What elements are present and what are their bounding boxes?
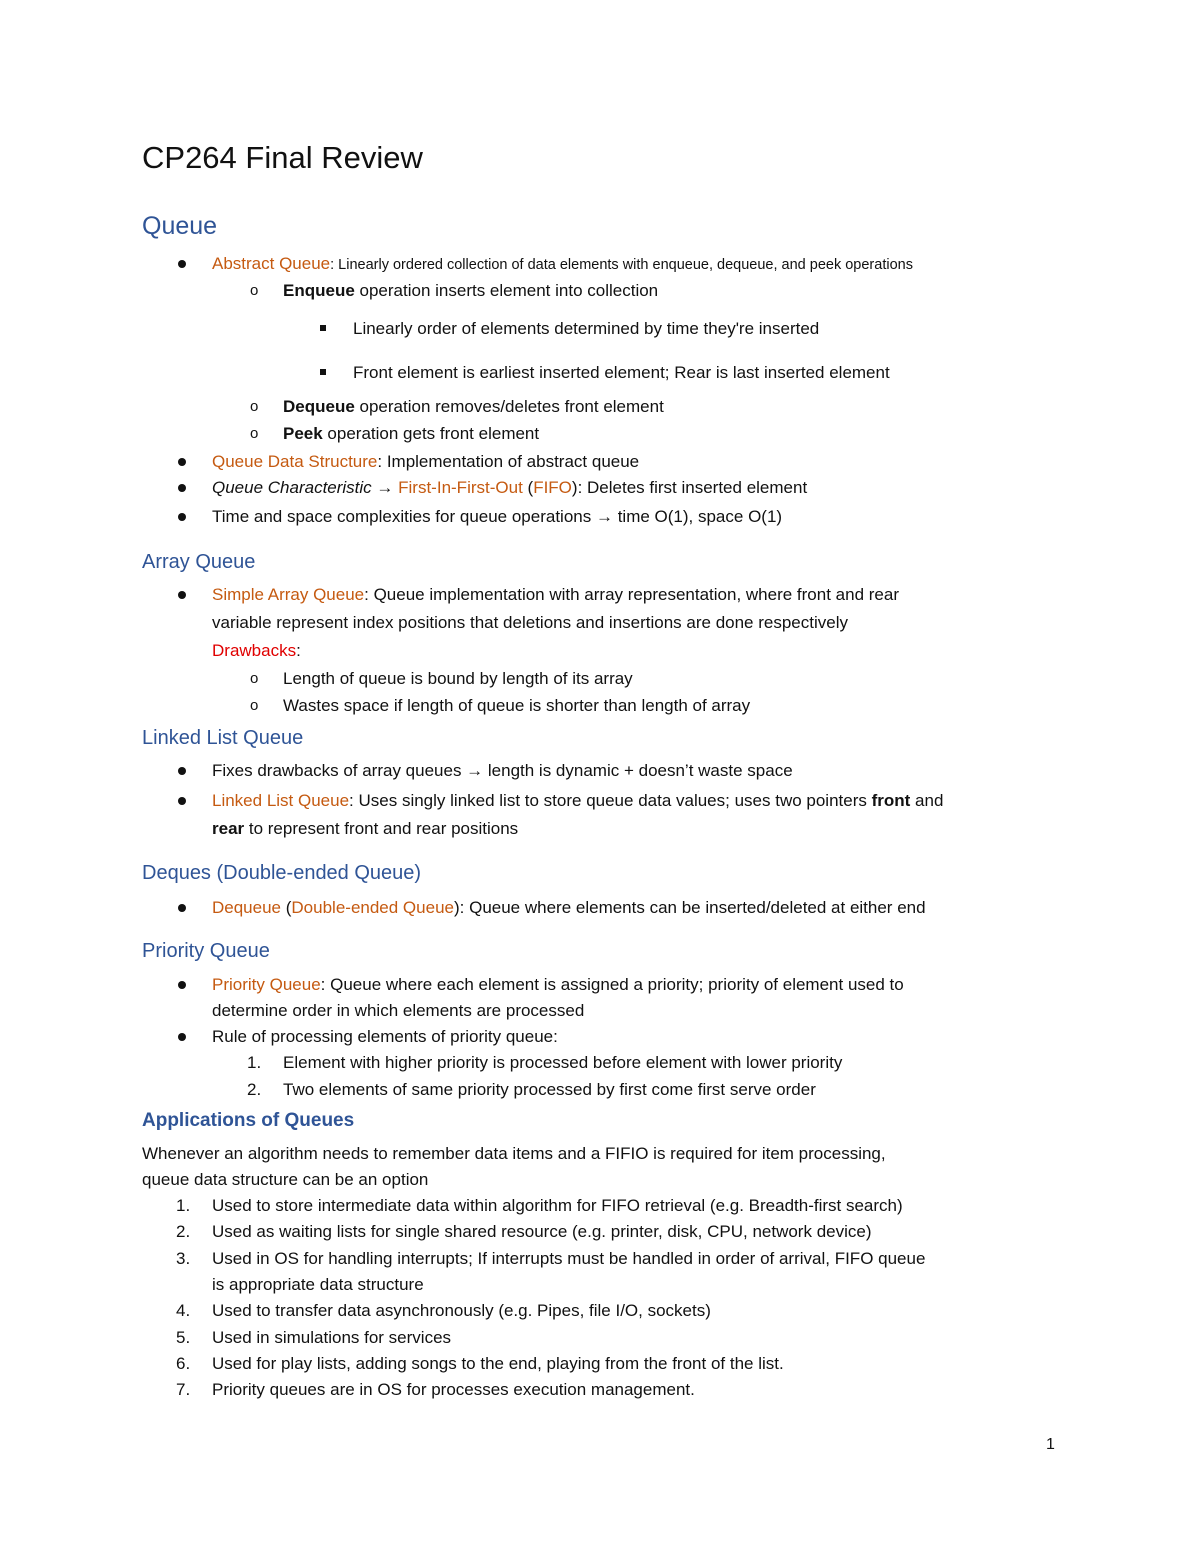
priority-queue-continuation: determine order in which elements are processed <box>212 1001 585 1020</box>
page-number: 1 <box>1046 1436 1055 1453</box>
abstract-queue-item: Abstract Queue: Linearly ordered collection of data elements with enqueue, dequeue, and peek operations <box>212 254 913 273</box>
heading-array-queue: Array Queue <box>142 551 256 573</box>
simple-array-queue-item: Simple Array Queue: Queue implementation with array representation, where front and rear <box>212 585 899 604</box>
drawback-item: Length of queue is bound by length of its array <box>283 669 633 688</box>
bullet-icon <box>178 981 186 989</box>
simple-array-queue-continuation: variable represent index positions that deletions and insertions are done respectively <box>212 613 848 632</box>
bullet-icon <box>178 484 186 492</box>
complexity-item: Time and space complexities for queue operations → time O(1), space O(1) <box>212 507 783 526</box>
bullet-icon <box>178 260 186 268</box>
priority-rule-text: Two elements of same priority processed by first come first serve order <box>283 1080 816 1099</box>
enqueue-subitem: Linearly order of elements determined by time they're inserted <box>353 319 820 338</box>
bullet-icon <box>178 904 186 912</box>
dequeue-def-item: Dequeue (Double-ended Queue): Queue where elements can be inserted/deleted at either end <box>212 898 926 917</box>
list-number: 1. <box>247 1053 262 1072</box>
square-bullet-icon <box>320 369 326 375</box>
bullet-icon <box>178 1033 186 1041</box>
linked-queue-item: Fixes drawbacks of array queues → length is dynamic + doesn’t waste space <box>212 761 793 780</box>
priority-queue-def: Priority Queue: Queue where each element is assigned a priority; priority of element used to <box>212 975 904 994</box>
linked-list-queue-def: Linked List Queue: Uses singly linked list to store queue data values; uses two pointers front and <box>212 791 944 810</box>
list-number: 2. <box>247 1080 262 1099</box>
application-item-continuation: is appropriate data structure <box>212 1275 424 1294</box>
queue-characteristic-item: Queue Characteristic → First-In-First-Out (FIFO): Deletes first inserted element <box>212 478 808 497</box>
list-number: 2. <box>176 1222 191 1241</box>
list-number: 5. <box>176 1328 191 1347</box>
list-number: 4. <box>176 1301 191 1320</box>
application-item: Used to transfer data asynchronously (e.g. Pipes, file I/O, sockets) <box>212 1301 711 1320</box>
applications-intro-continuation: queue data structure can be an option <box>142 1170 429 1189</box>
bullet-icon <box>178 513 186 521</box>
queue-ds-item: Queue Data Structure: Implementation of abstract queue <box>212 452 640 471</box>
heading-applications: Applications of Queues <box>142 1110 355 1131</box>
priority-rule-item: Rule of processing elements of priority queue: <box>212 1027 558 1046</box>
dequeue-item: Dequeue operation removes/deletes front element <box>283 397 664 416</box>
hollow-bullet-icon: o <box>250 670 259 687</box>
heading-deques: Deques (Double-ended Queue) <box>142 862 422 884</box>
hollow-bullet-icon: o <box>250 425 259 442</box>
application-item: Priority queues are in OS for processes execution management. <box>212 1380 695 1399</box>
bullet-icon <box>178 591 186 599</box>
hollow-bullet-icon: o <box>250 697 259 714</box>
linked-list-queue-continuation: rear to represent front and rear positions <box>212 819 519 838</box>
bullet-icon <box>178 767 186 775</box>
square-bullet-icon <box>320 325 326 331</box>
heading-queue: Queue <box>142 212 218 240</box>
application-item: Used in OS for handling interrupts; If interrupts must be handled in order of arrival, FIFO queue <box>212 1249 926 1268</box>
peek-item: Peek operation gets front element <box>283 424 540 443</box>
list-number: 7. <box>176 1380 191 1399</box>
hollow-bullet-icon: o <box>250 282 259 299</box>
application-item: Used as waiting lists for single shared resource (e.g. printer, disk, CPU, network device) <box>212 1222 872 1241</box>
enqueue-item: Enqueue operation inserts element into collection <box>283 281 659 300</box>
priority-rule-text: Element with higher priority is processed before element with lower priority <box>283 1053 843 1072</box>
document-title: CP264 Final Review <box>142 140 423 175</box>
drawback-item: Wastes space if length of queue is shorter than length of array <box>283 696 751 715</box>
bullet-icon <box>178 458 186 466</box>
hollow-bullet-icon: o <box>250 398 259 415</box>
application-item: Used in simulations for services <box>212 1328 452 1347</box>
applications-intro: Whenever an algorithm needs to remember data items and a FIFIO is required for item processing, <box>142 1144 886 1163</box>
heading-priority-queue: Priority Queue <box>142 940 270 962</box>
heading-linked-list-queue: Linked List Queue <box>142 727 304 749</box>
list-number: 3. <box>176 1249 191 1268</box>
list-number: 6. <box>176 1354 191 1373</box>
application-item: Used to store intermediate data within algorithm for FIFO retrieval (e.g. Breadth-first search) <box>212 1196 903 1215</box>
application-item: Used for play lists, adding songs to the end, playing from the front of the list. <box>212 1354 784 1373</box>
bullet-icon <box>178 797 186 805</box>
drawbacks-label: Drawbacks: <box>212 641 301 660</box>
enqueue-subitem: Front element is earliest inserted element; Rear is last inserted element <box>353 363 890 382</box>
list-number: 1. <box>176 1196 191 1215</box>
